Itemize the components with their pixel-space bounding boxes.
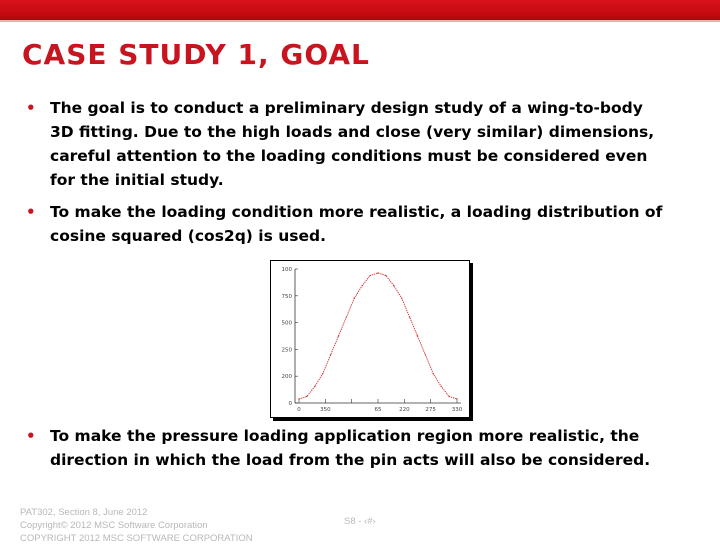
data-point bbox=[401, 298, 402, 299]
data-point bbox=[330, 354, 331, 355]
data-point bbox=[322, 373, 323, 374]
bullet-item bbox=[26, 96, 658, 192]
data-point bbox=[314, 386, 315, 387]
bullet-item bbox=[26, 200, 698, 248]
x-tick-label: 275 bbox=[425, 407, 436, 413]
data-point bbox=[306, 396, 307, 397]
data-point bbox=[362, 285, 363, 286]
x-tick-label: 220 bbox=[399, 407, 410, 413]
y-tick-label: 250 bbox=[281, 347, 292, 354]
bullet-icon: • bbox=[26, 427, 36, 445]
data-point bbox=[298, 398, 299, 399]
data-point bbox=[369, 275, 370, 276]
data-point bbox=[433, 373, 434, 374]
data-point bbox=[354, 298, 355, 299]
bullet-icon: • bbox=[26, 203, 36, 221]
header-bar bbox=[0, 0, 720, 20]
y-tick-label: 200 bbox=[281, 374, 292, 381]
footer bbox=[20, 506, 253, 544]
slide-title: CASE STUDY 1, GOAL bbox=[22, 38, 370, 71]
data-point bbox=[338, 335, 339, 336]
y-tick-label: 0 bbox=[288, 401, 292, 407]
data-point bbox=[409, 316, 410, 317]
x-tick-label: 0 bbox=[297, 407, 301, 413]
y-tick-label: 750 bbox=[281, 293, 292, 300]
x-tick-label: 350 bbox=[320, 407, 331, 413]
data-point bbox=[448, 396, 449, 397]
data-point bbox=[377, 272, 378, 273]
footer-copyright: Copyright© 2012 MSC Software Corporation bbox=[20, 520, 208, 531]
data-point bbox=[417, 335, 418, 336]
slide-number: S8 - ‹#› bbox=[344, 516, 376, 527]
data-point bbox=[385, 275, 386, 276]
load-curve-line bbox=[299, 273, 457, 399]
data-point bbox=[441, 386, 442, 387]
data-point bbox=[393, 285, 394, 286]
bullet-text: To make the loading condition more realistic, a loading distribution of cosine squared (cos2q) is used. bbox=[50, 203, 663, 245]
data-point bbox=[425, 354, 426, 355]
chart-svg bbox=[271, 261, 469, 417]
x-tick-label: 65 bbox=[374, 407, 382, 413]
data-point bbox=[456, 398, 457, 399]
footer-course: PAT302, Section 8, June 2012 bbox=[20, 507, 148, 518]
bullet-icon: • bbox=[26, 99, 36, 117]
y-tick-label: 100 bbox=[281, 267, 292, 273]
bullet-item bbox=[26, 424, 698, 472]
y-tick-label: 500 bbox=[281, 320, 292, 327]
data-point bbox=[346, 316, 347, 317]
load-distribution-chart bbox=[270, 260, 470, 418]
footer-copyright-caps: COPYRIGHT 2012 MSC SOFTWARE CORPORATION bbox=[20, 533, 253, 544]
header-divider bbox=[0, 20, 720, 22]
bullet-text: To make the pressure loading application region more realistic, the direction in which the load from the pin acts will also be considered. bbox=[50, 427, 651, 469]
bullet-text: The goal is to conduct a preliminary design study of a wing-to-body 3D fitting. Due to the high loads and close (very similar) dimensions, careful attention to the loading conditions must be considered even for the initial study. bbox=[50, 99, 655, 189]
x-tick-label: 330 bbox=[451, 407, 463, 413]
